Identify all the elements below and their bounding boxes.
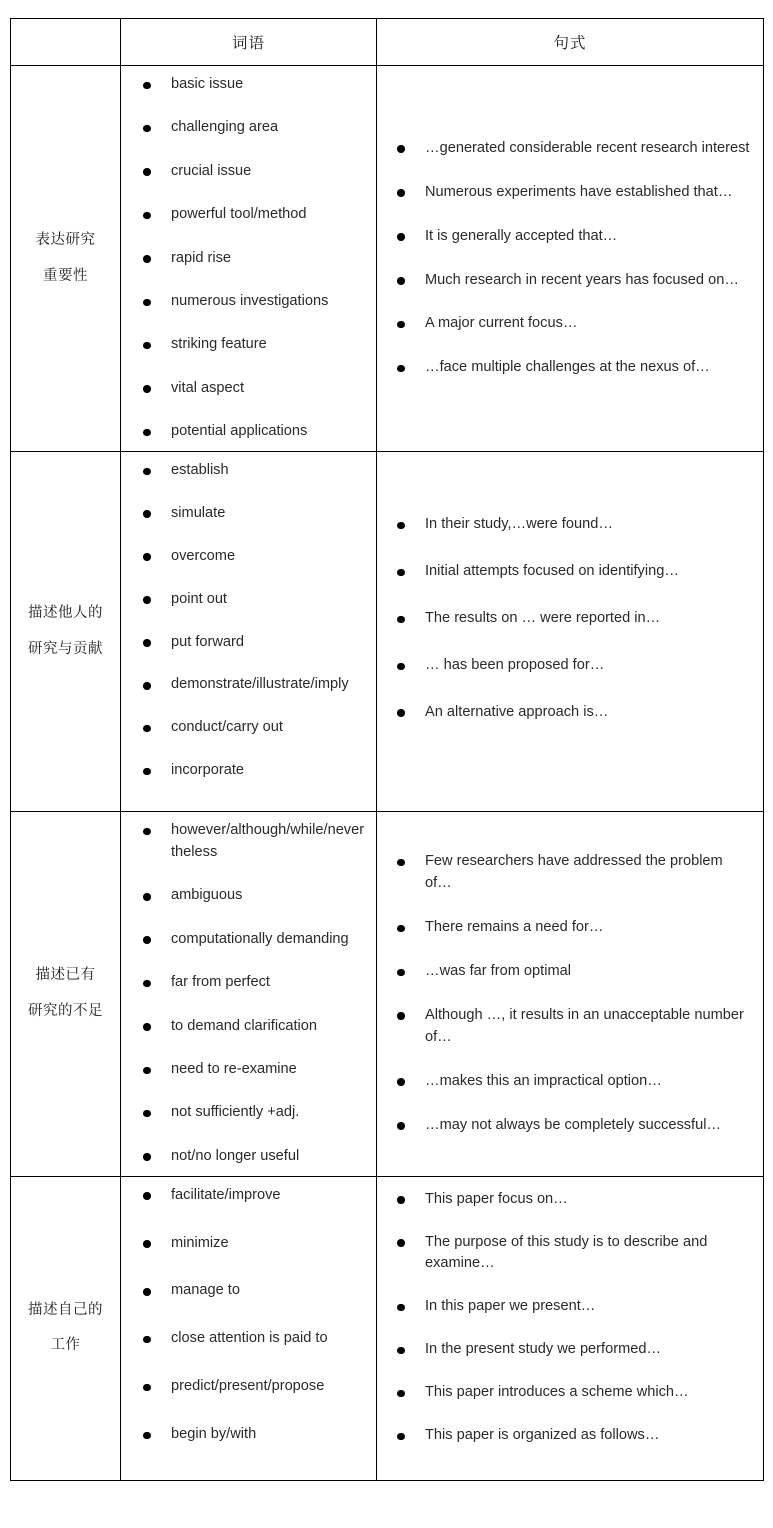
header-cell-sentences: 句式 (377, 19, 764, 66)
list-item: An alternative approach is… (393, 702, 753, 724)
table-body (11, 66, 764, 1481)
list-item: minimize (139, 1233, 368, 1255)
list-item: Initial attempts focused on identifying… (393, 561, 753, 583)
row-category-cell (11, 66, 121, 452)
category-line: 研究与贡献 (28, 640, 103, 657)
list-item: …may not always be completely successful… (393, 1115, 753, 1137)
list-item: incorporate (139, 760, 368, 782)
words-list (121, 812, 376, 1176)
list-item: put forward (139, 632, 368, 654)
list-item: Much research in recent years has focused on… (393, 270, 753, 292)
category-line: 重要性 (43, 267, 88, 284)
list-item: striking feature (139, 334, 368, 356)
list-item: close attention is paid to (139, 1328, 368, 1350)
category-line: 描述他人的 (28, 605, 103, 622)
header-cell-category (11, 19, 121, 66)
list-item: Numerous experiments have established that… (393, 182, 753, 204)
sentences-list (377, 130, 763, 387)
list-item: A major current focus… (393, 313, 753, 335)
row-sentences-cell (377, 66, 764, 452)
header-row (11, 19, 764, 66)
list-item: …was far from optimal (393, 961, 753, 983)
category-line: 工作 (50, 1337, 81, 1354)
list-item: numerous investigations (139, 291, 368, 313)
list-item: …generated considerable recent research interest (393, 138, 753, 160)
list-item: challenging area (139, 117, 368, 139)
list-item: point out (139, 589, 368, 611)
list-item: This paper introduces a scheme which… (393, 1382, 753, 1404)
words-list (121, 1177, 376, 1480)
list-item: potential applications (139, 421, 368, 443)
list-item: crucial issue (139, 161, 368, 183)
row-category-cell (11, 452, 121, 812)
list-item: In the present study we performed… (393, 1339, 753, 1361)
row-sentences-cell (377, 452, 764, 812)
list-item: far from perfect (139, 972, 368, 994)
list-item: conduct/carry out (139, 717, 368, 739)
table-row (11, 812, 764, 1177)
category-line: 研究的不足 (28, 1002, 103, 1019)
words-list (121, 452, 376, 811)
list-item: ambiguous (139, 885, 368, 907)
category-line: 表达研究 (35, 231, 96, 248)
table-row (11, 452, 764, 812)
list-item: need to re-examine (139, 1059, 368, 1081)
table-row (11, 1176, 764, 1480)
list-item: It is generally accepted that… (393, 226, 753, 248)
list-item: Although …, it results in an unacceptable number of… (393, 1005, 753, 1049)
row-sentences-cell (377, 812, 764, 1177)
row-category-cell (11, 812, 121, 1177)
row-words-cell (121, 452, 377, 812)
list-item: establish (139, 460, 368, 482)
list-item: computationally demanding (139, 929, 368, 951)
list-item: … has been proposed for… (393, 655, 753, 677)
words-list (121, 66, 376, 451)
list-item: simulate (139, 503, 368, 525)
list-item: …makes this an impractical option… (393, 1071, 753, 1093)
sentences-list (377, 506, 763, 756)
row-category-cell (11, 1176, 121, 1480)
list-item: not sufficiently +adj. (139, 1102, 368, 1124)
list-item: There remains a need for… (393, 917, 753, 939)
list-item: manage to (139, 1280, 368, 1302)
row-words-cell (121, 812, 377, 1177)
sentences-list (377, 843, 763, 1144)
list-item: facilitate/improve (139, 1185, 368, 1207)
list-item: The results on … were reported in… (393, 608, 753, 630)
sentences-list (377, 1181, 763, 1476)
header-cell-words: 词语 (121, 19, 377, 66)
list-item: vital aspect (139, 378, 368, 400)
row-words-cell (121, 66, 377, 452)
list-item: Few researchers have addressed the problem of… (393, 851, 753, 895)
list-item: predict/present/propose (139, 1376, 368, 1398)
row-sentences-cell (377, 1176, 764, 1480)
list-item: powerful tool/method (139, 204, 368, 226)
list-item: rapid rise (139, 248, 368, 270)
table-row (11, 66, 764, 452)
list-item: begin by/with (139, 1424, 368, 1446)
list-item: however/although/while/nevertheless (139, 820, 368, 864)
list-item: not/no longer useful (139, 1146, 368, 1168)
list-item: This paper focus on… (393, 1189, 753, 1211)
row-words-cell (121, 1176, 377, 1480)
category-line: 描述已有 (35, 967, 96, 984)
list-item: basic issue (139, 74, 368, 96)
list-item: In their study,…were found… (393, 514, 753, 536)
list-item: to demand clarification (139, 1016, 368, 1038)
list-item: In this paper we present… (393, 1296, 753, 1318)
academic-phrases-table (10, 18, 764, 1481)
list-item: The purpose of this study is to describe and examine… (393, 1232, 753, 1276)
list-item: This paper is organized as follows… (393, 1425, 753, 1447)
list-item: overcome (139, 546, 368, 568)
list-item: …face multiple challenges at the nexus of… (393, 357, 753, 379)
list-item: demonstrate/illustrate/imply (139, 674, 368, 696)
category-line: 描述自己的 (28, 1301, 103, 1318)
table-header (11, 19, 764, 66)
